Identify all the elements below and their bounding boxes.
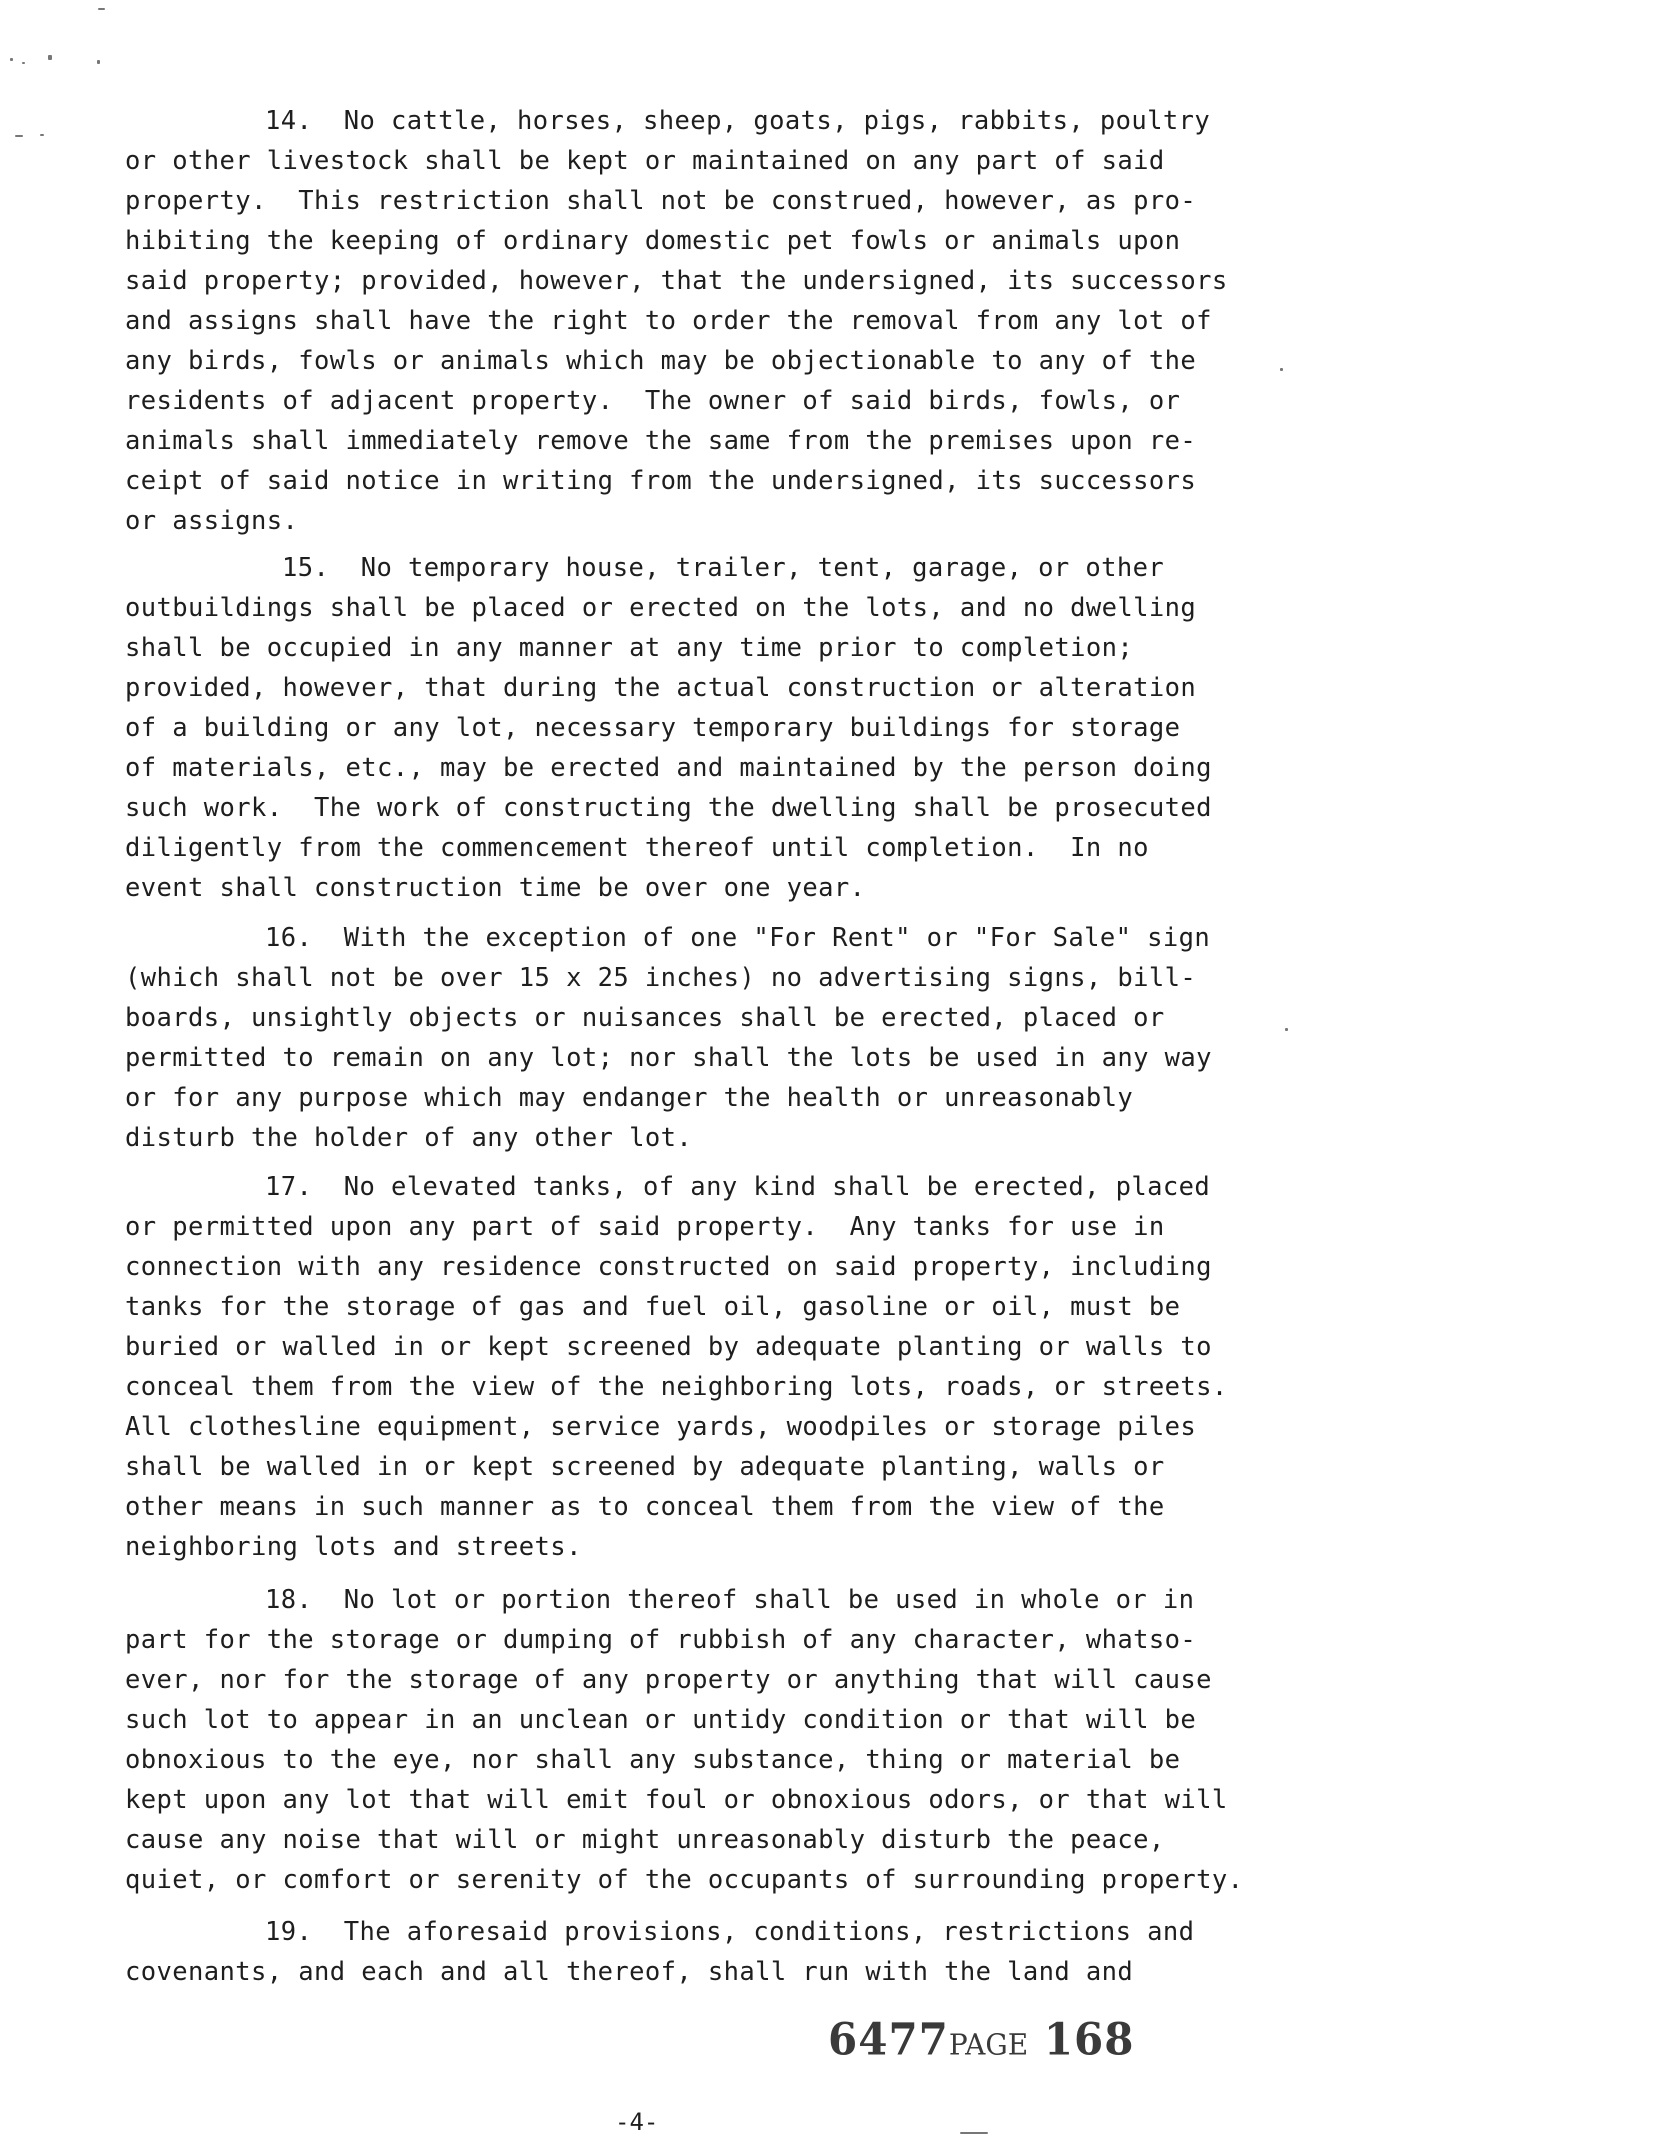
text-line: property. This restriction shall not be construed, however, as pro- bbox=[125, 186, 1197, 216]
scan-speck bbox=[22, 62, 25, 64]
text-line: connection with any residence constructed on said property, including bbox=[125, 1252, 1212, 1282]
text-line: animals shall immediately remove the same from the premises upon re- bbox=[125, 426, 1197, 456]
text-line: boards, unsightly objects or nuisances shall be erected, placed or bbox=[125, 1003, 1165, 1033]
text-line: any birds, fowls or animals which may be objectionable to any of the bbox=[125, 346, 1197, 376]
text-line: cause any noise that will or might unreasonably disturb the peace, bbox=[125, 1825, 1165, 1855]
scan-speck bbox=[48, 55, 52, 60]
text-line: 15. No temporary house, trailer, tent, garage, or other bbox=[282, 553, 1165, 583]
text-line: provided, however, that during the actual construction or alteration bbox=[125, 673, 1197, 703]
recording-stamp bbox=[828, 2014, 1135, 2065]
stamp-page-word: PAGE bbox=[948, 2027, 1029, 2063]
scan-speck bbox=[960, 2132, 988, 2134]
text-line: kept upon any lot that will emit foul or obnoxious odors, or that will bbox=[125, 1785, 1228, 1815]
text-line: residents of adjacent property. The owner of said birds, fowls, or bbox=[125, 386, 1181, 416]
text-line: neighboring lots and streets. bbox=[125, 1532, 582, 1562]
text-line: covenants, and each and all thereof, shall run with the land and bbox=[125, 1957, 1134, 1987]
text-line: such work. The work of constructing the dwelling shall be prosecuted bbox=[125, 793, 1212, 823]
text-line: 14. No cattle, horses, sheep, goats, pigs, rabbits, poultry bbox=[265, 106, 1211, 136]
text-line: part for the storage or dumping of rubbish of any character, whatso- bbox=[125, 1625, 1197, 1655]
scan-speck bbox=[1280, 368, 1283, 371]
scan-speck bbox=[10, 58, 13, 61]
paragraph-18 bbox=[125, 1580, 1245, 1900]
text-line: event shall construction time be over one year. bbox=[125, 873, 866, 903]
text-line: permitted to remain on any lot; nor shall the lots be used in any way bbox=[125, 1043, 1212, 1073]
text-line: ever, nor for the storage of any property or anything that will cause bbox=[125, 1665, 1212, 1695]
page-number: -4- bbox=[615, 2108, 659, 2136]
paragraph-19 bbox=[125, 1912, 1245, 1992]
text-line: tanks for the storage of gas and fuel oil, gasoline or oil, must be bbox=[125, 1292, 1181, 1322]
scan-speck bbox=[40, 134, 44, 136]
text-line: quiet, or comfort or serenity of the occupants of surrounding property. bbox=[125, 1865, 1244, 1895]
text-line: shall be walled in or kept screened by adequate planting, walls or bbox=[125, 1452, 1165, 1482]
text-line: buried or walled in or kept screened by adequate planting or walls to bbox=[125, 1332, 1212, 1362]
text-line: hibiting the keeping of ordinary domestic pet fowls or animals upon bbox=[125, 226, 1181, 256]
text-line: All clothesline equipment, service yards, woodpiles or storage piles bbox=[125, 1412, 1197, 1442]
text-line: or assigns. bbox=[125, 506, 299, 536]
text-line: such lot to appear in an unclean or untidy condition or that will be bbox=[125, 1705, 1197, 1735]
text-line: outbuildings shall be placed or erected on the lots, and no dwelling bbox=[125, 593, 1197, 623]
text-line: diligently from the commencement thereof until completion. In no bbox=[125, 833, 1149, 863]
text-line: or for any purpose which may endanger the health or unreasonably bbox=[125, 1083, 1134, 1113]
text-line: obnoxious to the eye, nor shall any substance, thing or material be bbox=[125, 1745, 1181, 1775]
text-line: or permitted upon any part of said property. Any tanks for use in bbox=[125, 1212, 1165, 1242]
text-line: said property; provided, however, that the undersigned, its successors bbox=[125, 266, 1228, 296]
text-line: disturb the holder of any other lot. bbox=[125, 1123, 693, 1153]
scan-speck bbox=[1285, 1028, 1288, 1031]
text-line: 17. No elevated tanks, of any kind shall be erected, placed bbox=[265, 1172, 1211, 1202]
text-line: conceal them from the view of the neighboring lots, roads, or streets. bbox=[125, 1372, 1228, 1402]
scan-speck bbox=[15, 135, 23, 137]
text-line: other means in such manner as to conceal them from the view of the bbox=[125, 1492, 1165, 1522]
text-line: and assigns shall have the right to order the removal from any lot of bbox=[125, 306, 1212, 336]
text-line: shall be occupied in any manner at any time prior to completion; bbox=[125, 633, 1134, 663]
stamp-book-number: 6477 bbox=[828, 2013, 949, 2066]
text-line: (which shall not be over 15 x 25 inches) no advertising signs, bill- bbox=[125, 963, 1197, 993]
scan-speck bbox=[98, 8, 105, 10]
text-line: 19. The aforesaid provisions, conditions, restrictions and bbox=[265, 1917, 1195, 1947]
paragraph-14 bbox=[125, 101, 1245, 541]
paragraph-17 bbox=[125, 1167, 1245, 1567]
text-line: of materials, etc., may be erected and maintained by the person doing bbox=[125, 753, 1212, 783]
text-line: of a building or any lot, necessary temporary buildings for storage bbox=[125, 713, 1181, 743]
text-line: 18. No lot or portion thereof shall be used in whole or in bbox=[265, 1585, 1195, 1615]
text-line: or other livestock shall be kept or maintained on any part of said bbox=[125, 146, 1165, 176]
paragraph-16 bbox=[125, 918, 1245, 1158]
paragraph-15 bbox=[125, 548, 1245, 908]
scan-speck bbox=[97, 60, 100, 64]
text-line: ceipt of said notice in writing from the undersigned, its successors bbox=[125, 466, 1197, 496]
stamp-page-number: 168 bbox=[1043, 2013, 1135, 2066]
text-line: 16. With the exception of one "For Rent" or "For Sale" sign bbox=[265, 923, 1211, 953]
